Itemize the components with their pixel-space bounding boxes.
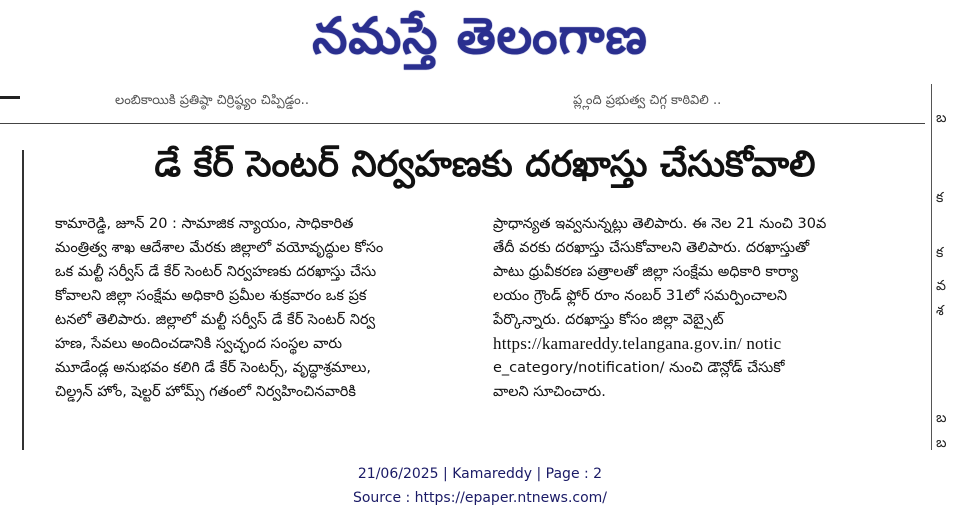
page-footer <box>0 462 960 510</box>
top-divider <box>0 123 925 124</box>
adjacent-column-fragment: వ <box>936 278 946 294</box>
article-line: e_category/notification/ నుంచి డౌన్లోడ్ చేసుకో <box>493 360 785 376</box>
article-line: పాటు ధ్రువీకరణ పత్రాలతో జిల్లా సంక్షేమ అధికారి కార్యా <box>493 264 799 280</box>
article-line: పేర్కొన్నారు. దరఖాస్తు కోసం జిల్లా వెబ్సైట్ <box>493 312 724 328</box>
newspaper-logo: నమస్తే తెలంగాణ <box>312 6 648 65</box>
adjacent-headline-right: ప్ల్లంది ప్రభుత్వ చిగ్గ కాఠివిలి .. <box>573 93 722 108</box>
article-headline: డే కేర్ సెంటర్ నిర్వహణకు దరఖాస్తు చేసుకోవాలి <box>154 144 816 185</box>
article-line: తేదీ వరకు దరఖాస్తు చేసుకోవాలని తెలిపారు. దరఖాస్తుతో <box>493 240 810 256</box>
article-column-left <box>55 212 473 404</box>
article-line: ఒక మల్టీ సర్వీస్ డే కేర్ సెంటర్ నిర్వహణకు దరఖాస్తు చేసు <box>55 264 377 280</box>
adjacent-column-fragment: క <box>936 245 944 261</box>
adjacent-column-fragment: క <box>936 190 944 206</box>
left-margin-bar <box>22 150 24 450</box>
article-line: మూడేండ్ల అనుభవం కలిగి డే కేర్ సెంటర్స్, వృద్ధాశ్రమాలు, <box>55 360 371 376</box>
source-link[interactable]: Source : https://epaper.ntnews.com/ <box>352 490 608 506</box>
article-line: హణ, సేవలు అందించడానికి స్వచ్ఛంద సంస్థల వారు <box>55 336 342 352</box>
article-line: కామారెడ్డి, జూన్ 20 : సామాజిక న్యాయం, సాధికారిత <box>55 216 354 232</box>
edge-mark <box>0 96 20 99</box>
adjacent-column-fragment: బ <box>936 435 947 451</box>
article-line: చిల్డ్రన్ హోం, షెల్టర్ హోమ్స్ గతంలో నిర్వహించినవారికి <box>55 384 356 400</box>
adjacent-column-fragment: బ <box>936 110 947 126</box>
article-line: కోవాలని జిల్లా సంక్షేమ అధికారి ప్రమీల శుక్రవారం ఒక ప్రక <box>55 288 367 304</box>
right-column-divider <box>931 84 932 450</box>
adjacent-column-fragment: శ <box>936 303 944 319</box>
article-line: వాలని సూచించారు. <box>493 384 606 400</box>
article-line: ప్రాధాన్యత ఇవ్వనున్నట్లు తెలిపారు. ఈ నెల 21 నుంచి 30వ <box>493 216 827 232</box>
edition-info: 21/06/2025 | Kamareddy | Page : 2 <box>357 466 603 482</box>
article-line: మంత్రిత్వ శాఖ ఆదేశాల మేరకు జిల్లాలో వయోవృద్ధుల కోసం <box>55 240 384 256</box>
adjacent-column-fragment: బ <box>936 410 947 426</box>
article-column-right <box>493 212 905 404</box>
article-line: లయం గ్రౌండ్ ఫ్లోర్ రూం నంబర్ 31లో సమర్పించాలని <box>493 288 788 304</box>
website-url-line: https://kamareddy.telangana.gov.in/ notic <box>493 334 782 353</box>
adjacent-headline-left: లంబికాయికి ప్రతిష్ఠా చిర్రిష్ఠ్యం చిప్పిడ్డం.. <box>115 93 309 108</box>
masthead <box>0 0 960 84</box>
article-line: టనలో తెలిపారు. జిల్లాలో మల్టీ సర్వీస్ డే కేర్ సెంటర్ నిర్వ <box>55 312 376 328</box>
